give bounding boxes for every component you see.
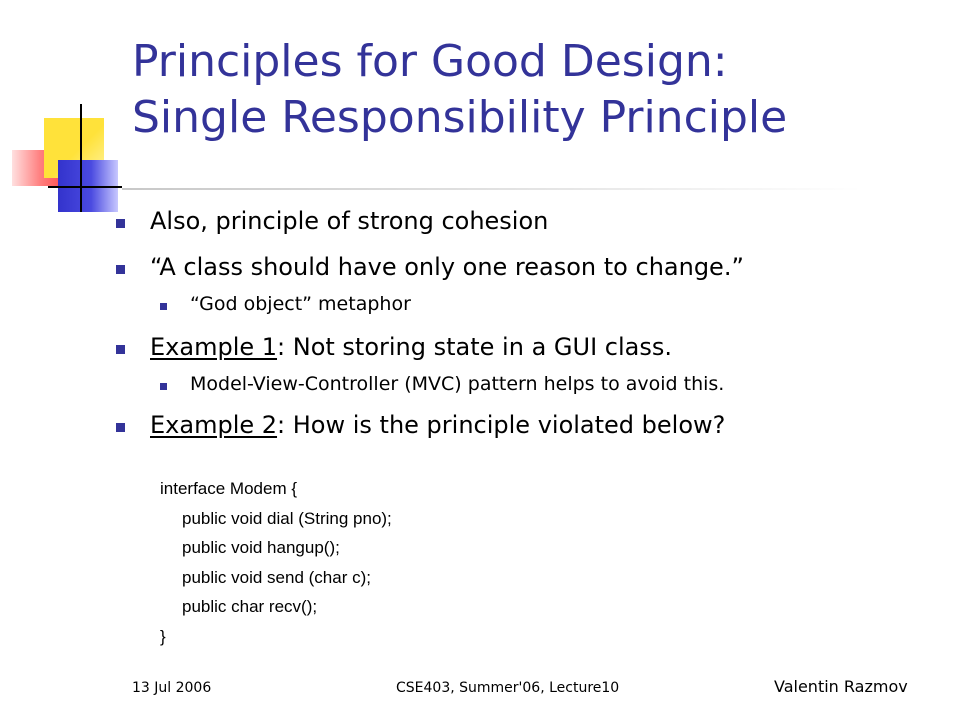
- code-line: public void dial (String pno);: [182, 508, 392, 528]
- example-2-link[interactable]: Example 2: [150, 411, 278, 439]
- code-line: }: [160, 626, 166, 646]
- example-1-link[interactable]: Example 1: [150, 333, 278, 361]
- bullet-text: : How is the principle violated below?: [277, 411, 726, 439]
- bullet-text: Model-View-Controller (MVC) pattern helps to avoid this.: [190, 373, 725, 395]
- code-line: public char recv();: [182, 597, 318, 616]
- bullet-square-icon: [160, 303, 167, 310]
- bullet-item: [150, 207, 548, 235]
- bullet-square-icon: [160, 383, 167, 390]
- footer-author: Valentin Razmov: [774, 677, 908, 696]
- sub-bullet-item: [190, 293, 411, 315]
- bullet-text: “A class should have only one reason to change.”: [150, 253, 744, 281]
- bullet-text: Also, principle of strong cohesion: [150, 207, 549, 235]
- decorative-vertical-line: [80, 104, 82, 212]
- code-line: public void hangup();: [182, 538, 340, 557]
- bullet-item: [150, 411, 725, 439]
- slide-title: [132, 34, 952, 146]
- bullet-item: [150, 253, 744, 281]
- bullet-square-icon: [116, 345, 125, 354]
- bullet-text: : Not storing state in a GUI class.: [277, 333, 672, 361]
- code-line: public void send (char c);: [182, 567, 371, 587]
- bullet-text: “God object” metaphor: [190, 293, 411, 315]
- decorative-horizontal-line: [48, 186, 122, 188]
- footer-course: CSE403, Summer'06, Lecture10: [396, 680, 620, 696]
- sub-bullet-item: [190, 373, 724, 395]
- footer-date: 13 Jul 2006: [132, 680, 212, 696]
- bullet-square-icon: [116, 219, 125, 228]
- bullet-square-icon: [116, 265, 125, 274]
- slide-title-line-2: Single Responsibility Principle: [132, 92, 788, 143]
- bullet-square-icon: [116, 423, 125, 432]
- bullet-item: [150, 333, 672, 361]
- code-block: [160, 474, 392, 651]
- code-line: interface Modem {: [160, 479, 298, 498]
- slide-title-line-1: Principles for Good Design:: [132, 36, 728, 87]
- title-underline-rule: [122, 188, 862, 190]
